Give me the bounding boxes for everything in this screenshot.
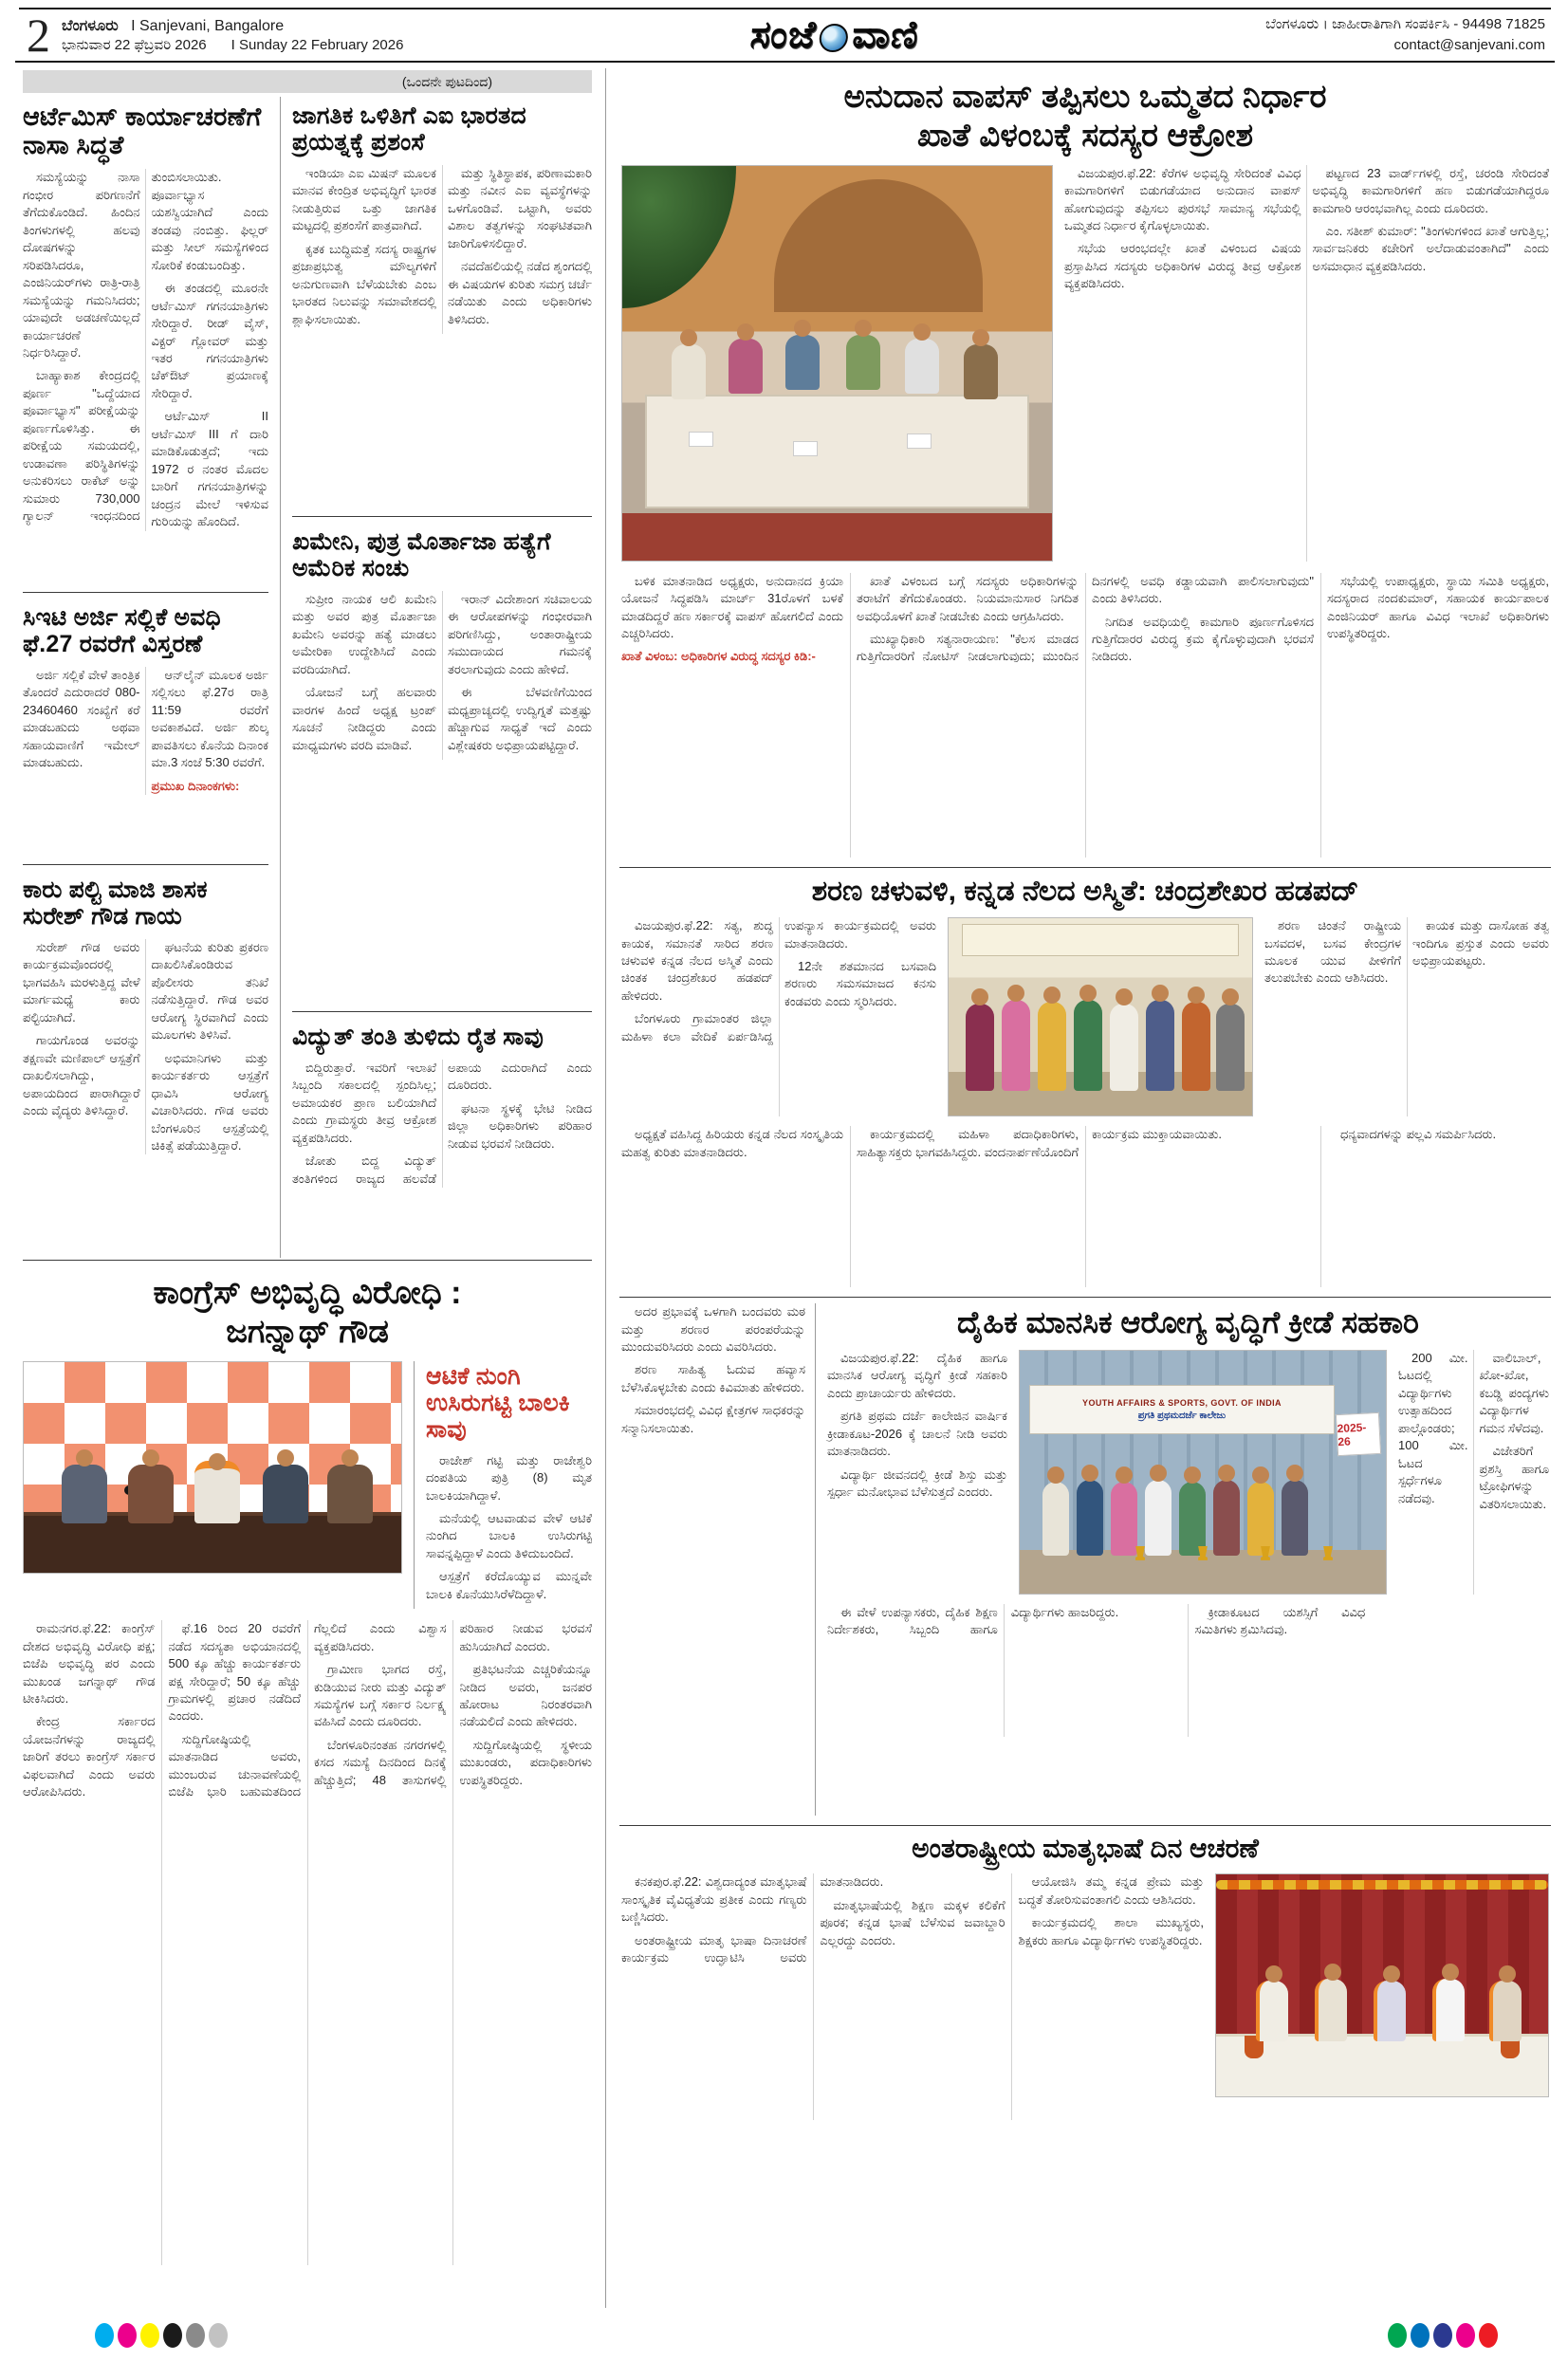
- person-figure: [1042, 1482, 1069, 1556]
- body-paragraph: ಆಯೋಜಿಸಿ ತಮ್ಮ ಕನ್ನಡ ಪ್ರೇಮ ಮತ್ತು ಬದ್ಧತೆ ತೋರಿಸುವಂತಾಗಲಿ ಎಂದು ಆಶಿಸಿದರು.: [1018, 1874, 1204, 1907]
- edition-line: [62, 18, 403, 35]
- article-toy-body: [426, 1452, 592, 1604]
- body-paragraph: ಸಭೆಯಲ್ಲಿ ಉಪಾಧ್ಯಕ್ಷರು, ಸ್ಥಾಯಿ ಸಮಿತಿ ಅಧ್ಯಕ್ಷರು, ಸದಸ್ಯರಾದ ನಂದಕುಮಾರ್, ಸಹಾಯಕ ಕಾರ್ಯಪಾಲಕ ಎಂಜಿನಿಯರ್ ಹಾಗೂ ವಿವಿಧ ಇಲಾಖೆ ಅಧಿಕಾರಿಗಳು ಉಪಸ್ಥಿತರಿದ್ದರು.: [1327, 573, 1549, 640]
- body-paragraph: ಅದರ ಪ್ರಭಾವಕ್ಕೆ ಒಳಗಾಗಿ ಬಂದವರು ಮಠ ಮತ್ತು ಶರಣರ ಪರಂಪರೆಯನ್ನು ಮುಂದುವರಿಸಿದರು ಎಂದು ವಿವರಿಸಿದರು.: [621, 1304, 805, 1354]
- registration-dots-right: [1388, 2323, 1498, 2348]
- article-sports-body-left: [827, 1350, 1007, 1595]
- globe-icon: [819, 23, 849, 51]
- red-subhead: ಖಾತೆ ವಿಳಂಬ: ಅಧಿಕಾರಿಗಳ ವಿರುದ್ಧ ಸದಸ್ಯರ ಕಿಡಿ:-: [621, 649, 816, 664]
- body-paragraph: ಮನೆಯಲ್ಲಿ ಆಟವಾಡುವ ವೇಳೆ ಆಟಿಕೆ ನುಂಗಿದ ಬಾಲಕಿ ಉಸಿರುಗಟ್ಟಿ ಸಾವನ್ನಪ್ಪಿದ್ದಾಳೆ ಎಂದು ತಿಳಿದುಬಂದಿದೆ.: [426, 1510, 592, 1560]
- person-figure: [672, 344, 706, 399]
- body-paragraph: ಸಮಸ್ಯೆಯನ್ನು ನಾಸಾ ಗಂಭೀರ ಪರಿಗಣನೆಗೆ ತೆಗೆದುಕೊಂಡಿದೆ. ಹಿಂದಿನ ತಿಂಗಳುಗಳಲ್ಲಿ ಹಲವು ದೋಷಗಳನ್ನು ಸರಿಪಡಿಸಿದರೂ, ಎಂಜಿನಿಯರ್‌ಗಳು ರಾತ್ರಿ-ರಾತ್ರಿ ಸಮಸ್ಯೆಯನ್ನು ಗಮನಿಸಿದರು; ಯಾವುದೇ ಅಡಚಣೆಯಿಲ್ಲದೆ ಕಾರ್ಯಾಚರಣೆ ನಿರ್ಧರಿಸಿದ್ದಾರೆ.: [23, 170, 140, 360]
- article-sharana-body-right: [1264, 917, 1549, 1116]
- body-paragraph: ಜೋತು ಬಿದ್ದ ವಿದ್ಯುತ್ ತಂತಿಗಳಿಂದ ರಾಜ್ಯದ ಹಲವೆಡೆ ಅಪಾಯ ಎದುರಾಗಿದೆ ಎಂದು ದೂರಿದರು.: [292, 1061, 592, 1186]
- flower-garland-decor: [1216, 1880, 1548, 1890]
- article-grant: [619, 68, 1551, 867]
- press-conference-photo: [23, 1361, 402, 1574]
- body-paragraph: ಕೇಂದ್ರ ಸರ್ಕಾರದ ಯೋಜನೆಗಳನ್ನು ರಾಜ್ಯದಲ್ಲಿ ಜಾರಿಗೆ ತರಲು ಕಾಂಗ್ರೆಸ್ ಸರ್ಕಾರ ವಿಫಲವಾಗಿದೆ ಎಂದು ಅವರು ಆರೋಪಿಸಿದರು.: [23, 1714, 156, 1799]
- article-sports: [827, 1303, 1549, 1816]
- masthead: [15, 9, 1555, 63]
- article-toy-choking: [414, 1361, 592, 1610]
- sports-event-photo: [1019, 1350, 1387, 1595]
- contact-block: [1265, 14, 1545, 57]
- article-sports-headline: ದೈಹಿಕ ಮಾನಸಿಕ ಆರೋಗ್ಯ ವೃದ್ಧಿಗೆ ಕ್ರೀಡೆ ಸಹಕಾರಿ: [957, 1305, 1419, 1340]
- body-paragraph: ಬಿದ್ದಿರುತ್ತಾರೆ. ಇವರಿಗೆ ಇಲಾಖೆ ಸಿಬ್ಬಂದಿ ಸಕಾಲದಲ್ಲಿ ಸ್ಪಂದಿಸಿಲ್ಲ; ಅಮಾಯಕರ ಪ್ರಾಣ ಬಲಿಯಾಗಿದೆ ಎಂದು ಗ್ರಾಮಸ್ಥರು ತೀವ್ರ ಆಕ್ರೋಶ ವ್ಯಕ್ತಪಡಿಸಿದರು.: [292, 1061, 436, 1145]
- person-figure: [729, 339, 763, 394]
- person-figure: [1074, 1000, 1102, 1091]
- dais-table: [1216, 2034, 1548, 2096]
- article-mother-tongue: [619, 1825, 1551, 2308]
- body-paragraph: ಸುಪ್ರೀಂ ನಾಯಕ ಆಲಿ ಖಮೇನಿ ಮತ್ತು ಅವರ ಪುತ್ರ ಮೊರ್ತಾಜಾ ಖಮೇನಿ ಅವರನ್ನು ಹತ್ಯೆ ಮಾಡಲು ಅಮೇರಿಕಾ ಉದ್ದೇಶಿಸಿದೆ ಎಂದು ವರದಿಯಾಗಿದೆ.: [292, 592, 436, 676]
- body-paragraph: ರಾಜೇಶ್ ಗಟ್ಟಿ ಮತ್ತು ರಾಜೇಶ್ವರಿ ದಂಪತಿಯ ಪುತ್ರಿ (8) ಮೃತ ಬಾಲಕಿಯಾಗಿದ್ದಾಳೆ.: [426, 1452, 592, 1503]
- article-congress: [23, 1260, 592, 2275]
- right-band: [605, 68, 1551, 2308]
- body-paragraph: ಅರ್ಜಿ ಸಲ್ಲಿಕೆ ವೇಳೆ ತಾಂತ್ರಿಕ ತೊಂದರೆ ಎದುರಾದರೆ 080-23460460 ಸಂಖ್ಯೆಗೆ ಕರೆ ಮಾಡಬಹುದು ಅಥವಾ ಸಹಾಯವಾಣಿಗೆ ಇಮೇಲ್ ಮಾಡಬಹುದು.: [23, 668, 140, 770]
- left-band: [23, 68, 592, 2308]
- date-kannada: ಭಾನುವಾರ 22 ಫೆಬ್ರವರಿ 2026: [62, 36, 207, 53]
- body-paragraph: ಅಧ್ಯಕ್ಷತೆ ವಹಿಸಿದ್ದ ಹಿರಿಯರು ಕನ್ನಡ ನೆಲದ ಸಂಸ್ಕೃತಿಯ ಮಹತ್ವ ಕುರಿತು ಮಾತನಾಡಿದರು.: [621, 1127, 843, 1159]
- body-paragraph: ಯೋಜನೆ ಬಗ್ಗೆ ಹಲವಾರು ವಾರಗಳ ಹಿಂದೆ ಅಧ್ಯಕ್ಷ ಟ್ರಂಪ್ ಸೂಚನೆ ನೀಡಿದ್ದರು ಎಂದು ಮಾಧ್ಯಮಗಳು ವರದಿ ಮಾಡಿವೆ.: [292, 685, 436, 752]
- body-paragraph: ಎಂ. ಸತೀಶ್ ಕುಮಾರ್: "ತಿಂಗಳುಗಳಿಂದ ಖಾತೆ ಆಗುತ್ತಿಲ್ಲ; ಸಾರ್ವಜನಿಕರು ಕಚೇರಿಗೆ ಅಲೆದಾಡುವಂತಾಗಿದೆ" ಎಂದು ಅಸಮಾಧಾನ ವ್ಯಕ್ತಪಡಿಸಿದರು.: [1312, 223, 1549, 273]
- page-number: 2: [27, 8, 50, 62]
- column-1: [23, 97, 281, 1258]
- article-sharana-body-left: [621, 917, 936, 1116]
- article-toy-headline: ಆಟಿಕೆ ನುಂಗಿ ಉಸಿರುಗಟ್ಟಿ ಬಾಲಕಿ ಸಾವು: [426, 1362, 570, 1443]
- person-figure: [327, 1465, 373, 1523]
- body-paragraph: ಬೆಂಗಳೂರಿನಂತಹ ನಗರಗಳಲ್ಲಿ ಕಸದ ಸಮಸ್ಯೆ ದಿನದಿಂದ ದಿನಕ್ಕೆ ಹೆಚ್ಚುತ್ತಿದೆ; 48 ತಾಸುಗಳಲ್ಲಿ ಪರಿಹಾರ ನೀಡುವ ಭರವಸೆ ಹುಸಿಯಾಗಿದೆ ಎಂದರು.: [314, 1621, 592, 1787]
- grant-headline-line1: ಅನುದಾನ ವಾಪಸ್ ತಪ್ಪಿಸಲು ಒಮ್ಮತದ ನಿರ್ಧಾರ: [843, 79, 1327, 115]
- body-paragraph: ಪ್ರಗತಿ ಪ್ರಥಮ ದರ್ಜೆ ಕಾಲೇಜಿನ ವಾರ್ಷಿಕ ಕ್ರೀಡಾಕೂಟ-2026 ಕ್ಕೆ ಚಾಲನೆ ನೀಡಿ ಅವರು ಮಾತನಾಡಿದರು.: [827, 1409, 1007, 1459]
- body-paragraph: ಇಂಡಿಯಾ ಎಐ ಮಿಷನ್ ಮೂಲಕ ಮಾನವ ಕೇಂದ್ರಿತ ಅಭಿವೃದ್ಧಿಗೆ ಭಾರತ ನೀಡುತ್ತಿರುವ ಒತ್ತು ಜಾಗತಿಕ ಮಟ್ಟದಲ್ಲಿ ಪ್ರಶಂಸೆಗೆ ಪಾತ್ರವಾಗಿದೆ.: [292, 166, 436, 233]
- person-figure: [846, 335, 880, 390]
- person-figure: [62, 1465, 107, 1523]
- person-figure: [1002, 1000, 1030, 1091]
- meeting-table: [645, 395, 1029, 508]
- registration-dot: [1433, 2323, 1452, 2348]
- article-mother-body: [621, 1873, 1204, 2120]
- registration-dot: [1479, 2323, 1498, 2348]
- body-paragraph: ನಿಗದಿತ ಅವಧಿಯಲ್ಲಿ ಕಾಮಗಾರಿ ಪೂರ್ಣಗೊಳಿಸದ ಗುತ್ತಿಗೆದಾರರ ವಿರುದ್ಧ ಕ್ರಮ ಕೈಗೊಳ್ಳುವುದಾಗಿ ಭರವಸೆ ನೀಡಿದರು.: [1092, 614, 1314, 664]
- person-figure-garlanded: [1374, 1981, 1406, 2041]
- year-sign-text: 2025-26: [1337, 1420, 1367, 1449]
- article-ai-headline: ಜಾಗತಿಕ ಒಳಿತಿಗೆ ಎಐ ಭಾರತದ ಪ್ರಯತ್ನಕ್ಕೆ ಪ್ರಶಂಸೆ: [292, 102, 526, 156]
- body-paragraph: ಬಳಿಕ ಮಾತನಾಡಿದ ಅಧ್ಯಕ್ಷರು, ಅನುದಾನದ ಕ್ರಿಯಾ ಯೋಜನೆ ಸಿದ್ಧಪಡಿಸಿ ಮಾರ್ಚ್ 31ರೊಳಗೆ ಬಳಕೆ ಮಾಡದಿದ್ದರೆ ಹಣ ಸರ್ಕಾರಕ್ಕೆ ವಾಪಸ್ ಹೋಗಲಿದೆ ಎಂದು ಎಚ್ಚರಿಸಿದರು.: [621, 573, 843, 640]
- grant-headline-line2: ಖಾತೆ ವಿಳಂಬಕ್ಕೆ ಸದಸ್ಯರ ಆಕ್ರೋಶ: [916, 117, 1254, 154]
- body-paragraph: ನವದೆಹಲಿಯಲ್ಲಿ ನಡೆದ ಶೃಂಗದಲ್ಲಿ ಈ ವಿಷಯಗಳ ಕುರಿತು ಸಮಗ್ರ ಚರ್ಚೆ ನಡೆಯಿತು ಎಂದು ಅಧಿಕಾರಿಗಳು ತಿಳಿಸಿದರು.: [448, 259, 592, 326]
- city-name: ಬೆಂಗಳೂರು: [62, 17, 119, 34]
- body-paragraph: ಆರ್ಟೆಮಿಸ್ II ಆರ್ಟೆಮಿಸ್ III ಗೆ ದಾರಿ ಮಾಡಿಕೊಡುತ್ತದೆ; ಇದು 1972 ರ ನಂತರ ಮೊದಲ ಬಾರಿಗೆ ಗಗನಯಾತ್ರಿಗಳನ್ನು ಚಂದ್ರನ ಮೇಲೆ ಇಳಿಸುವ ಗುರಿಯನ್ನು ಹೊಂದಿದೆ.: [151, 409, 268, 529]
- registration-dot: [118, 2323, 137, 2348]
- date-english: I Sunday 22 February 2026: [231, 36, 404, 53]
- article-grant-body-bottom: [621, 573, 1549, 858]
- edition-name: I Sanjevani, Bangalore: [131, 17, 285, 34]
- article-congress-headline: [23, 1274, 592, 1352]
- body-paragraph: ಧನ್ಯವಾದಗಳನ್ನು ಪಲ್ಲವಿ ಸಮರ್ಪಿಸಿದರು.: [1340, 1127, 1497, 1142]
- paper-sheet: [793, 441, 818, 456]
- body-paragraph: ಅಂತರಾಷ್ಟ್ರೀಯ ಮಾತೃ ಭಾಷಾ ದಿನಾಚರಣೆ ಕಾರ್ಯಕ್ರಮ ಉದ್ಘಾಟಿಸಿ ಅವರು ಮಾತನಾಡಿದರು.: [621, 1874, 884, 1965]
- article-wire-body: [292, 1060, 592, 1188]
- article-sharana-headline: ಶರಣ ಚಳುವಳಿ, ಕನ್ನಡ ನೆಲದ ಅಸ್ಮಿತೆ: ಚಂದ್ರಶೇಖರ ಹಡಪದ್: [811, 875, 1359, 907]
- body-paragraph: ಪ್ರತಿಭಟನೆಯ ಎಚ್ಚರಿಕೆಯನ್ನೂ ನೀಡಿದ ಅವರು, ಜನಪರ ಹೋರಾಟ ನಿರಂತರವಾಗಿ ನಡೆಯಲಿದೆ ಎಂದು ಹೇಳಿದರು.: [459, 1662, 592, 1729]
- body-paragraph: ಬೆಂಗಳೂರು ಗ್ರಾಮಾಂತರ ಜಿಲ್ಲಾ ಮಹಿಳಾ ಕಲಾ ವೇದಿಕೆ ಏರ್ಪಡಿಸಿದ್ದ ಉಪನ್ಯಾಸ ಕಾರ್ಯಕ್ರಮದಲ್ಲಿ ಅವರು ಮಾತನಾಡಿದರು.: [621, 918, 936, 1043]
- year-sign: [1336, 1412, 1381, 1456]
- person-figure: [785, 335, 820, 390]
- registration-dot: [1411, 2323, 1430, 2348]
- article-grant-headline: [621, 78, 1549, 156]
- logo-text-right: ವಾಣಿ: [850, 13, 921, 56]
- registration-dot: [186, 2323, 205, 2348]
- article-sports-body-bottom: [827, 1604, 1549, 1737]
- person-figure: [263, 1465, 308, 1523]
- paper-sheet: [689, 432, 713, 447]
- building-arch: [774, 179, 983, 312]
- person-figure: [1179, 1482, 1206, 1556]
- body-paragraph: ಕಾರ್ಯಕ್ರಮದಲ್ಲಿ ಶಾಲಾ ಮುಖ್ಯಸ್ಥರು, ಶಿಕ್ಷಕರು ಹಾಗೂ ವಿದ್ಯಾರ್ಥಿಗಳು ಉಪಸ್ಥಿತರಿದ್ದರು.: [1018, 1915, 1204, 1947]
- article-suresh-headline: ಕಾರು ಪಲ್ಟಿ ಮಾಜಿ ಶಾಸಕ ಸುರೇಶ್ ಗೌಡ ಗಾಯ: [23, 876, 208, 930]
- article-nasa-headline: ಆರ್ಟೆಮಿಸ್ ಕಾರ್ಯಾಚರಣೆಗೆ ನಾಸಾ ಸಿದ್ಧತೆ: [23, 102, 262, 160]
- article-sharana-body-bottom: [621, 1126, 1549, 1287]
- article-khamenei-headline: ಖಮೇನಿ, ಪುತ್ರ ಮೊರ್ತಾಜಾ ಹತ್ಯೆಗೆ ಅಮೆರಿಕ ಸಂಚು: [292, 528, 551, 581]
- person-figure: [1077, 1480, 1103, 1556]
- print-registration-footer: [15, 2308, 1555, 2353]
- registration-dot: [1456, 2323, 1475, 2348]
- column-2: [281, 97, 592, 1258]
- body-paragraph: ಫೆ.16 ರಿಂದ 20 ರವರೆಗೆ ನಡೆದ ಸದಸ್ಯತಾ ಅಭಿಯಾನದಲ್ಲಿ 500 ಕ್ಕೂ ಹೆಚ್ಚು ಕಾರ್ಯಕರ್ತರು ಪಕ್ಷ ಸೇರಿದ್ದಾರೆ; 50 ಕ್ಕೂ ಹೆಚ್ಚು ಗ್ರಾಮಗಳಲ್ಲಿ ಪ್ರಚಾರ ನಡೆದಿದೆ ಎಂದರು.: [168, 1621, 301, 1724]
- sports-banner-kannada: ಪ್ರಗತಿ ಪ್ರಥಮದರ್ಜೆ ಕಾಲೇಜು: [1137, 1410, 1227, 1421]
- body-paragraph: ಮುಖ್ಯಾಧಿಕಾರಿ ಸತ್ಯನಾರಾಯಣ: "ಕೆಲಸ ಮಾಡದ ಗುತ್ತಿಗೆದಾರರಿಗೆ ನೋಟಿಸ್ ನೀಡಲಾಗುವುದು; ಮುಂದಿನ ದಿನಗಳಲ್ಲಿ ಅವಧಿ ಕಡ್ಡಾಯವಾಗಿ ಪಾಲಿಸಲಾಗುವುದು" ಎಂದು ತಿಳಿಸಿದರು.: [857, 573, 1314, 664]
- plant-decor: [622, 166, 736, 308]
- body-paragraph: ವಿಜಯಪುರ.ಫೆ.22: ದೈಹಿಕ ಹಾಗೂ ಮಾನಸಿಕ ಆರೋಗ್ಯ ವೃದ್ಧಿಗೆ ಕ್ರೀಡೆ ಸಹಕಾರಿ ಎಂದು ಪ್ರಾಚಾರ್ಯರು ಹೇಳಿದರು.: [827, 1350, 1007, 1400]
- body-paragraph: ವಿದ್ಯಾರ್ಥಿ ಜೀವನದಲ್ಲಿ ಕ್ರೀಡೆ ಶಿಸ್ತು ಮತ್ತು ಸ್ಪರ್ಧಾ ಮನೋಭಾವ ಬೆಳೆಸುತ್ತದೆ ಎಂದರು.: [827, 1466, 1007, 1500]
- body-paragraph: ಮಾತೃಭಾಷೆಯಲ್ಲಿ ಶಿಕ್ಷಣ ಮಕ್ಕಳ ಕಲಿಕೆಗೆ ಪೂರಕ; ಕನ್ನಡ ಭಾಷೆ ಬೆಳೆಸುವ ಜವಾಬ್ದಾರಿ ಎಲ್ಲರದ್ದು ಎಂದರು.: [820, 1897, 1005, 1947]
- article-mother-headline: ಅಂತರಾಷ್ಟ್ರೀಯ ಮಾತೃಭಾಷೆ ದಿನ ಆಚರಣೆ: [912, 1834, 1259, 1864]
- event-banner: [962, 924, 1239, 956]
- article-nasa-body: [23, 169, 268, 530]
- person-figure: [1038, 1002, 1066, 1091]
- person-figure: [1182, 1002, 1210, 1091]
- person-figure: [128, 1465, 174, 1523]
- mother-tongue-event-photo: [1215, 1873, 1549, 2097]
- registration-dot: [163, 2323, 182, 2348]
- person-figure: [1111, 1482, 1137, 1556]
- person-figure-garlanded: [1432, 1979, 1465, 2041]
- body-paragraph: ರಾಮನಗರ.ಫೆ.22: ಕಾಂಗ್ರೆಸ್ ದೇಶದ ಅಭಿವೃದ್ಧಿ ವಿರೋಧಿ ಪಕ್ಷ; ಬಿಜೆಪಿ ಅಭಿವೃದ್ಧಿ ಪರ ಎಂದು ಮುಖಂಡ ಜಗನ್ನಾಥ್ ಗೌಡ ಟೀಕಿಸಿದರು.: [23, 1621, 156, 1706]
- body-paragraph: ಬಾಹ್ಯಾಕಾಶ ಕೇಂದ್ರದಲ್ಲಿ ಪೂರ್ಣ "ಒದ್ದೆಯಾದ ಪೂರ್ವಾಭ್ಯಾಸ" ಪರೀಕ್ಷೆಯನ್ನು ಪೂರ್ಣಗೊಳಿಸಿತ್ತು. ಈ ಪರೀಕ್ಷೆಯ ಸಮಯದಲ್ಲಿ, ಉಡಾವಣಾ ಪರಿಸ್ಥಿತಿಗಳನ್ನು ಅನುಕರಿಸಲು ರಾಕೆಟ್ ಅನ್ನು ಸುಮಾರು 730,000 ಗ್ಯಾಲನ್ ಇಂಧನದಿಂದ ತುಂಬಿಸಲಾಯಿತು. ಪೂರ್ವಾಭ್ಯಾಸ ಯಶಸ್ವಿಯಾಗಿದೆ ಎಂದು ತಂಡವು ನಂಬಿತ್ತು. ಫಿಲ್ಲರ್ ಮತ್ತು ಸೀಲ್ ಸಮಸ್ಯೆಗಳಿಂದ ಸೋರಿಕೆ ಕಂಡುಬಂದಿತ್ತು.: [23, 170, 268, 524]
- body-paragraph: ಶರಣ ಚಿಂತನೆ ರಾಷ್ಟ್ರೀಯ ಬಸವದಳ, ಬಸವ ಕೇಂದ್ರಗಳ ಮೂಲಕ ಯುವ ಪೀಳಿಗೆಗೆ ತಲುಪಬೇಕು ಎಂದು ಆಶಿಸಿದರು.: [1264, 918, 1401, 986]
- body-paragraph: ಈ ತಂಡದಲ್ಲಿ ಮೂರನೇ ಆರ್ಟೆಮಿಸ್ ಗಗನಯಾತ್ರಿಗಳು ಸೇರಿದ್ದಾರೆ. ರೀಡ್ ವೈಸ್, ವಿಕ್ಟರ್ ಗ್ಲೋವರ್ ಮತ್ತು ಇತರ ಗಗನಯಾತ್ರಿಗಳು ಚೆಕ್‌ಔಟ್ ಪ್ರಯಾಣಕ್ಕೆ ಸೇರಿದ್ದಾರೆ.: [151, 281, 268, 400]
- body-paragraph: ಅಭಿಮಾನಿಗಳು ಮತ್ತು ಕಾರ್ಯಕರ್ತರು ಆಸ್ಪತ್ರೆಗೆ ಧಾವಿಸಿ ಆರೋಗ್ಯ ವಿಚಾರಿಸಿದರು. ಗೌಡ ಅವರು ಬೆಂಗಳೂರಿನ ಆಸ್ಪತ್ರೆಯಲ್ಲಿ ಚಿಕಿತ್ಸೆ ಪಡೆಯುತ್ತಿದ್ದಾರೆ.: [151, 1050, 268, 1153]
- person-figure: [1146, 1000, 1174, 1091]
- body-paragraph: ವಾಲಿಬಾಲ್, ಖೋ-ಖೋ, ಕಬಡ್ಡಿ ಪಂದ್ಯಗಳು ವಿದ್ಯಾರ್ಥಿಗಳ ಗಮನ ಸೆಳೆದವು.: [1479, 1350, 1549, 1435]
- body-paragraph: ಸಭೆಯ ಆರಂಭದಲ್ಲೇ ಖಾತೆ ವಿಳಂಬದ ವಿಷಯ ಪ್ರಸ್ತಾಪಿಸಿದ ಸದಸ್ಯರು ಅಧಿಕಾರಿಗಳ ವಿರುದ್ಧ ತೀವ್ರ ಆಕ್ರೋಶ ವ್ಯಕ್ತಪಡಿಸಿದರು.: [1064, 241, 1301, 291]
- date-line: [62, 37, 403, 53]
- body-paragraph: ಕಾರ್ಯಕ್ರಮದಲ್ಲಿ ಮಹಿಳಾ ಪದಾಧಿಕಾರಿಗಳು, ಸಾಹಿತ್ಯಾಸಕ್ತರು ಭಾಗವಹಿಸಿದ್ದರು. ವಂದನಾರ್ಪಣೆಯೊಂದಿಗೆ ಕಾರ್ಯಕ್ರಮ ಮುಕ್ತಾಯವಾಯಿತು.: [857, 1127, 1222, 1159]
- person-figure-garlanded: [1256, 1981, 1288, 2041]
- person-figure: [966, 1004, 994, 1091]
- body-paragraph: ಖಾತೆ ವಿಳಂಬದ ಬಗ್ಗೆ ಸದಸ್ಯರು ಅಧಿಕಾರಿಗಳನ್ನು ತರಾಟೆಗೆ ತೆಗೆದುಕೊಂಡರು. ನಿಯಮಾನುಸಾರ ನಿಗದಿತ ಅವಧಿಯೊಳಗೆ ಖಾತೆ ನೀಡಬೇಕು ಎಂದು ಆಗ್ರಹಿಸಿದರು.: [857, 573, 1079, 623]
- body-paragraph: ಗಾಯಗೊಂಡ ಅವರನ್ನು ತಕ್ಷಣವೇ ಮಣಿಪಾಲ್ ಆಸ್ಪತ್ರೆಗೆ ದಾಖಲಿಸಲಾಗಿದ್ದು, ಅಪಾಯದಿಂದ ಪಾರಾಗಿದ್ದಾರೆ ಎಂದು ವೈದ್ಯರು ತಿಳಿಸಿದ್ದಾರೆ.: [23, 1033, 140, 1118]
- body-paragraph: ಇರಾನ್ ವಿದೇಶಾಂಗ ಸಚಿವಾಲಯ ಈ ಆರೋಪಗಳನ್ನು ಗಂಭೀರವಾಗಿ ಪರಿಗಣಿಸಿದ್ದು, ಅಂತಾರಾಷ್ಟ್ರೀಯ ಸಮುದಾಯದ ಗಮನಕ್ಕೆ ತರಲಾಗುವುದು ಎಂದು ಹೇಳಿದೆ.: [448, 592, 592, 676]
- article-grant-body-right: [1064, 165, 1549, 562]
- sharana-event-photo: [948, 917, 1253, 1116]
- body-paragraph: 12ನೇ ಶತಮಾನದ ಬಸವಾದಿ ಶರಣರು ಸಮಸಮಾಜದ ಕನಸು ಕಂಡವರು ಎಂದು ಸ್ಮರಿಸಿದರು.: [784, 959, 936, 1008]
- person-figure: [1282, 1480, 1308, 1556]
- article-sharana: [619, 867, 1551, 1298]
- contact-phone-line: ಬೆಂಗಳೂರು । ಜಾಹೀರಾತಿಗಾಗಿ ಸಂಪರ್ಕಿಸಿ - 94498 71825: [1265, 15, 1545, 32]
- body-paragraph: ವಿಜೇತರಿಗೆ ಪ್ರಶಸ್ತಿ ಹಾಗೂ ಟ್ರೋಫಿಗಳನ್ನು ವಿತರಿಸಲಾಯಿತು.: [1479, 1444, 1549, 1511]
- body-paragraph: ಸುದ್ದಿಗೋಷ್ಠಿಯಲ್ಲಿ ಮಾತನಾಡಿದ ಅವರು, ಮುಂಬರುವ ಚುನಾವಣೆಯಲ್ಲಿ ಬಿಜೆಪಿ ಭಾರಿ ಬಹುಮತದಿಂದ ಗೆಲ್ಲಲಿದೆ ಎಂದು ವಿಶ್ವಾಸ ವ್ಯಕ್ತಪಡಿಸಿದರು.: [168, 1621, 447, 1799]
- continued-from-page-one-tag: (ಒಂದನೇ ಪುಟದಿಂದ): [23, 70, 592, 93]
- person-figure: [1145, 1480, 1171, 1556]
- paper-sheet: [907, 433, 932, 449]
- article-khamenei-body: [292, 591, 592, 760]
- body-paragraph: ಮತ್ತು ಸ್ಥಿತಿಸ್ಥಾಪಕ, ಪರಿಣಾಮಕಾರಿ ಮತ್ತು ನವೀನ ಎಐ ವ್ಯವಸ್ಥೆಗಳನ್ನು ಒಳಗೊಂಡಿವೆ. ಒಟ್ಟಾಗಿ, ಅವರು ವಿಶಾಲ ತತ್ವಗಳನ್ನು ಸಂಘಟಿತವಾಗಿ ಜಾರಿಗೊಳಿಸಲಿದ್ದಾರೆ.: [448, 166, 592, 250]
- person-figure: [905, 339, 939, 394]
- person-figure: [1110, 1004, 1138, 1091]
- article-khamenei: [292, 516, 592, 1009]
- logo-text-left: ಸಂಜೆ: [748, 13, 818, 56]
- body-paragraph: ಘಟನಾ ಸ್ಥಳಕ್ಕೆ ಭೇಟಿ ನೀಡಿದ ಜಿಲ್ಲಾ ಅಧಿಕಾರಿಗಳು ಪರಿಹಾರ ನೀಡುವ ಭರವಸೆ ನೀಡಿದರು.: [448, 1100, 592, 1151]
- body-paragraph: ಘಟನೆಯ ಕುರಿತು ಪ್ರಕರಣ ದಾಖಲಿಸಿಕೊಂಡಿರುವ ಪೊಲೀಸರು ತನಿಖೆ ನಡೆಸುತ್ತಿದ್ದಾರೆ. ಗೌಡ ಅವರ ಆರೋಗ್ಯ ಸ್ಥಿರವಾಗಿದೆ ಎಂದು ಮೂಲಗಳು ತಿಳಿಸಿವೆ.: [151, 940, 268, 1042]
- council-meeting-photo: [621, 165, 1053, 562]
- person-figure-garlanded: [1489, 1981, 1522, 2041]
- newspaper-logo: [748, 14, 920, 57]
- registration-dot: [95, 2323, 114, 2348]
- body-paragraph: ಕಾಯಕ ಮತ್ತು ದಾಸೋಹ ತತ್ವ ಇಂದಿಗೂ ಪ್ರಸ್ತುತ ಎಂದು ಅವರು ಅಭಿಪ್ರಾಯಪಟ್ಟರು.: [1412, 918, 1549, 968]
- body-paragraph: ಗ್ರಾಮೀಣ ಭಾಗದ ರಸ್ತೆ, ಕುಡಿಯುವ ನೀರು ಮತ್ತು ವಿದ್ಯುತ್ ಸಮಸ್ಯೆಗಳ ಬಗ್ಗೆ ಸರ್ಕಾರ ನಿರ್ಲಕ್ಷ್ಯ ವಹಿಸಿದೆ ಎಂದು ದೂರಿದರು.: [314, 1662, 447, 1729]
- sports-section: [619, 1297, 1551, 1825]
- person-figure: [1216, 1004, 1245, 1091]
- body-paragraph: ಸುರೇಶ್ ಗೌಡ ಅವರು ಕಾರ್ಯಕ್ರಮವೊಂದರಲ್ಲಿ ಭಾಗವಹಿಸಿ ಮರಳುತ್ತಿದ್ದ ವೇಳೆ ಮಾರ್ಗಮಧ್ಯೆ ಕಾರು ಪಲ್ಟಿಯಾಗಿದೆ.: [23, 940, 140, 1024]
- body-paragraph: ಕೃತಕ ಬುದ್ಧಿಮತ್ತೆ ಸದಸ್ಯ ರಾಷ್ಟ್ರಗಳ ಪ್ರಜಾಪ್ರಭುತ್ವ ಮೌಲ್ಯಗಳಿಗೆ ಅನುಗುಣವಾಗಿ ಬೆಳೆಯಬೇಕು ಎಂಬ ಭಾರತದ ನಿಲುವನ್ನು ಸಮಾವೇಶದಲ್ಲಿ ಶ್ಲಾಘಿಸಲಾಯಿತು.: [292, 241, 436, 326]
- person-figure-garlanded: [1315, 1979, 1347, 2041]
- person-figure: [964, 344, 998, 399]
- body-paragraph: ಕ್ರೀಡಾಕೂಟದ ಯಶಸ್ಸಿಗೆ ವಿವಿಧ ಸಮಿತಿಗಳು ಶ್ರಮಿಸಿದವು.: [1194, 1604, 1366, 1637]
- body-paragraph: ಸಮಾರಂಭದಲ್ಲಿ ವಿವಿಧ ಕ್ಷೇತ್ರಗಳ ಸಾಧಕರನ್ನು ಸನ್ಮಾನಿಸಲಾಯಿತು.: [621, 1403, 805, 1435]
- body-paragraph: ಸುದ್ದಿಗೋಷ್ಠಿಯಲ್ಲಿ ಸ್ಥಳೀಯ ಮುಖಂಡರು, ಪದಾಧಿಕಾರಿಗಳು ಉಪಸ್ಥಿತರಿದ್ದರು.: [459, 1737, 592, 1787]
- article-cet-headline: ಸಿಇಟಿ ಅರ್ಜಿ ಸಲ್ಲಿಕೆ ಅವಧಿ ಫೆ.27 ರವರೆಗೆ ವಿಸ್ತರಣೆ: [23, 604, 221, 657]
- registration-dot: [1388, 2323, 1407, 2348]
- article-congress-body: [23, 1620, 592, 2265]
- article-cet-body: [23, 667, 268, 795]
- body-paragraph: ಪಟ್ಟಣದ 23 ವಾರ್ಡ್‌ಗಳಲ್ಲಿ ರಸ್ತೆ, ಚರಂಡಿ ಸೇರಿದಂತೆ ಅಭಿವೃದ್ಧಿ ಕಾಮಗಾರಿಗಳಿಗೆ ಹಣ ಬಿಡುಗಡೆಯಾಗಿದ್ದರೂ ಕಾಮಗಾರಿ ಆರಂಭವಾಗಿಲ್ಲ ಎಂದು ದೂರಿದರು.: [1312, 165, 1549, 215]
- registration-dots-left: [95, 2323, 228, 2348]
- body-paragraph: ಕನಕಪುರ.ಫೆ.22: ವಿಶ್ವದಾದ್ಯಂತ ಮಾತೃಭಾಷೆ ಸಾಂಸ್ಕೃತಿಕ ವೈವಿಧ್ಯತೆಯ ಪ್ರತೀಕ ಎಂದು ಗಣ್ಯರು ಬಣ್ಣಿಸಿದರು.: [621, 1874, 807, 1925]
- body-paragraph: ಈ ವೇಳೆ ಉಪನ್ಯಾಸಕರು, ದೈಹಿಕ ಶಿಕ್ಷಣ ನಿರ್ದೇಶಕರು, ಸಿಬ್ಬಂದಿ ಹಾಗೂ ವಿದ್ಯಾರ್ಥಿಗಳು ಹಾಜರಿದ್ದರು.: [827, 1604, 1119, 1637]
- congress-headline-line2: ಜಗನ್ನಾಥ್ ಗೌಡ: [226, 1313, 389, 1350]
- body-paragraph: 200 ಮೀ. ಓಟದಲ್ಲಿ ವಿದ್ಯಾರ್ಥಿಗಳು ಉತ್ಸಾಹದಿಂದ ಪಾಲ್ಗೊಂಡರು; 100 ಮೀ. ಓಟದ ಸ್ಪರ್ಧೆಗಳೂ ನಡೆದವು.: [1398, 1350, 1468, 1505]
- registration-dot: [140, 2323, 159, 2348]
- person-figure: [1247, 1482, 1274, 1556]
- registration-dot: [209, 2323, 228, 2348]
- body-paragraph: ವಿಜಯಪುರ.ಫೆ.22: ಸತ್ಯ, ಶುದ್ಧ ಕಾಯಕ, ಸಮಾನತೆ ಸಾರಿದ ಶರಣ ಚಳುವಳಿ ಕನ್ನಡ ನೆಲದ ಅಸ್ಮಿತೆ ಎಂದು ಚಿಂತಕ ಚಂದ್ರಶೇಖರ ಹಡಪದ್ ಹೇಳಿದರು.: [621, 918, 773, 1003]
- body-paragraph: ಶರಣ ಸಾಹಿತ್ಯ ಓದುವ ಹವ್ಯಾಸ ಬೆಳೆಸಿಕೊಳ್ಳಬೇಕು ಎಂದು ಕಿವಿಮಾತು ಹೇಳಿದರು.: [621, 1362, 805, 1394]
- sports-banner-english: YOUTH AFFAIRS & SPORTS, GOVT. OF INDIA: [1082, 1397, 1282, 1408]
- red-subhead: ಪ್ರಮುಖ ದಿನಾಂಕಗಳು:: [151, 778, 240, 793]
- article-ai-body: [292, 165, 592, 334]
- article-suresh-gowda: [23, 864, 268, 1258]
- body-paragraph: ಆನ್‌ಲೈನ್ ಮೂಲಕ ಅರ್ಜಿ ಸಲ್ಲಿಸಲು ಫೆ.27ರ ರಾತ್ರಿ 11:59 ರವರೆಗೆ ಅವಕಾಶವಿದೆ. ಅರ್ಜಿ ಶುಲ್ಕ ಪಾವತಿಸಲು ಕೊನೆಯ ದಿನಾಂಕ ಮಾ.3 ಸಂಜೆ 5:30 ರವರೆಗೆ.: [151, 668, 268, 770]
- body-paragraph: ವಿಜಯಪುರ.ಫೆ.22: ಕೆರೆಗಳ ಅಭಿವೃದ್ಧಿ ಸೇರಿದಂತೆ ವಿವಿಧ ಕಾಮಗಾರಿಗಳಿಗೆ ಬಿಡುಗಡೆಯಾದ ಅನುದಾನ ವಾಪಸ್ ಹೋಗುವುದನ್ನು ತಪ್ಪಿಸಲು ಪುರಸಭೆ ಸಾಮಾನ್ಯ ಸಭೆಯಲ್ಲಿ ಒಮ್ಮತದ ನಿರ್ಧಾರ ಕೈಗೊಳ್ಳಲಾಯಿತು.: [1064, 165, 1301, 232]
- article-sharana-continuation: [621, 1303, 816, 1816]
- article-cet: [23, 592, 268, 862]
- article-electric-wire: [292, 1011, 592, 1253]
- body-paragraph: ಈ ಬೆಳವಣಿಗೆಯಿಂದ ಮಧ್ಯಪ್ರಾಚ್ಯದಲ್ಲಿ ಉದ್ವಿಗ್ನತೆ ಮತ್ತಷ್ಟು ಹೆಚ್ಚಾಗುವ ಸಾಧ್ಯತೆ ಇದೆ ಎಂದು ವಿಶ್ಲೇಷಕರು ಅಭಿಪ್ರಾಯಪಟ್ಟಿದ್ದಾರೆ.: [448, 685, 592, 752]
- person-figure: [1213, 1480, 1240, 1556]
- article-ai: [292, 97, 592, 514]
- congress-headline-line1: ಕಾಂಗ್ರೆಸ್ ಅಭಿವೃದ್ಧಿ ವಿರೋಧಿ :: [153, 1275, 462, 1311]
- body-paragraph: ಆಸ್ಪತ್ರೆಗೆ ಕರೆದೊಯ್ಯುವ ಮುನ್ನವೇ ಬಾಲಕಿ ಕೊನೆಯುಸಿರೆಳೆದಿದ್ದಾಳೆ.: [426, 1569, 592, 1601]
- article-wire-headline: ವಿದ್ಯುತ್ ತಂತಿ ತುಳಿದು ರೈತ ಸಾವು: [292, 1024, 544, 1050]
- article-suresh-body: [23, 939, 268, 1154]
- person-figure-saffron-scarf: [194, 1461, 240, 1523]
- article-nasa: [23, 97, 268, 590]
- article-sports-body-right: [1398, 1350, 1549, 1595]
- contact-email: contact@sanjevani.com: [1393, 37, 1545, 53]
- sports-banner: [1029, 1385, 1335, 1434]
